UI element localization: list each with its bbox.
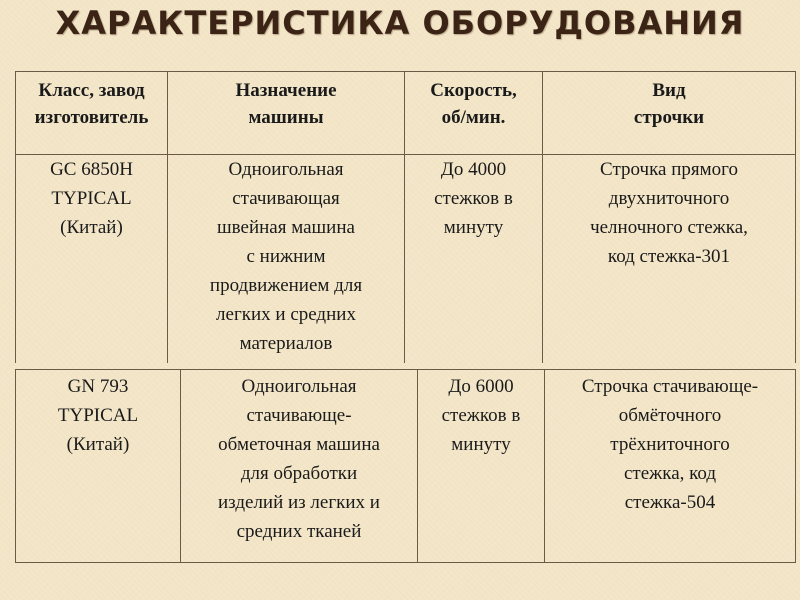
cell-text: (Китай) [60, 217, 123, 238]
cell-text: стачивающе- [246, 405, 352, 426]
header-text: строчки [633, 107, 705, 128]
cell-text: с нижним [246, 246, 326, 267]
cell-text: материалов [239, 333, 333, 354]
cell-text: GC 6850H [50, 159, 133, 180]
header-cell-speed [405, 72, 543, 155]
cell-text: двухниточного [608, 188, 730, 209]
table-row [16, 155, 796, 364]
header-cell-manufacturer [16, 72, 168, 155]
cell-text: TYPICAL [57, 405, 139, 426]
cell-speed [418, 370, 545, 563]
cell-text: минуту [443, 217, 504, 238]
cell-text: минуту [451, 434, 511, 455]
header-cell-purpose [168, 72, 405, 155]
cell-text: GN 793 [67, 376, 129, 397]
cell-text: стежка, код [623, 463, 717, 484]
cell-purpose [181, 370, 418, 563]
cell-text: До 4000 [440, 159, 507, 180]
cell-text: для обработки [240, 463, 358, 484]
cell-text: До 6000 [448, 376, 514, 397]
cell-text: трёхниточного [610, 434, 730, 455]
cell-text: швейная машина [217, 217, 355, 238]
cell-text: Одноигольная [228, 159, 344, 180]
header-cell-stitch-type [543, 72, 796, 155]
cell-text: стежка-504 [624, 492, 716, 513]
cell-text: TYPICAL [51, 188, 132, 209]
cell-text: Строчка прямого [600, 159, 738, 180]
cell-text: изделий из легких и [218, 492, 380, 513]
header-text: об/мин. [441, 107, 506, 128]
header-text: машины [248, 107, 324, 128]
equipment-table-header-and-row-1 [15, 71, 796, 363]
page-title: ХАРАКТЕРИСТИКА ОБОРУДОВАНИЯ [55, 4, 745, 42]
cell-text: код стежка-301 [607, 246, 731, 267]
cell-text: легких и средних [216, 304, 356, 325]
header-text: Класс, завод [38, 80, 145, 101]
cell-text: продвижением для [209, 275, 363, 296]
header-text: Скорость, [430, 80, 517, 101]
cell-text: (Китай) [66, 434, 130, 455]
cell-text: Одноигольная [241, 376, 357, 397]
cell-speed [405, 155, 543, 364]
cell-text: стежков в [434, 188, 513, 209]
header-text: изготовитель [34, 107, 149, 128]
cell-text: стежков в [441, 405, 521, 426]
equipment-table-row-2 [15, 369, 796, 563]
table-row [16, 370, 796, 563]
cell-text: средних тканей [236, 521, 362, 542]
cell-purpose [168, 155, 405, 364]
cell-manufacturer [16, 155, 168, 364]
cell-stitch-type [543, 155, 796, 364]
cell-text: стачивающая [232, 188, 340, 209]
cell-manufacturer [16, 370, 181, 563]
table-header-row [16, 72, 796, 155]
cell-text: челночного стежка, [590, 217, 748, 238]
cell-text: обмёточного [618, 405, 722, 426]
header-text: Вид [652, 80, 686, 101]
cell-stitch-type [545, 370, 796, 563]
cell-text: обметочная машина [218, 434, 380, 455]
header-text: Назначение [235, 80, 337, 101]
cell-text: Строчка стачивающе- [581, 376, 759, 397]
